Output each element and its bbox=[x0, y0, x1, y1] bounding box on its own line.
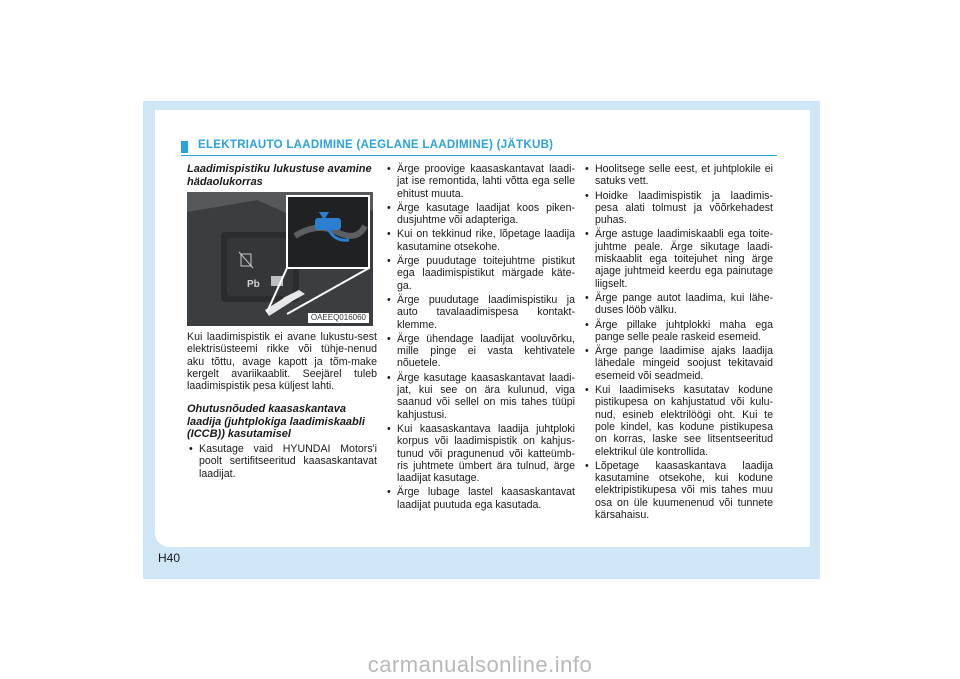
list-item: • Ärge kasutage kaasaskantavat laadi-jat, kui see on ära kulunud, viga saanud või sellel on mis tahes tüüpi kahjustusi. bbox=[385, 372, 575, 421]
engine-bay-photo bbox=[187, 192, 373, 326]
page-number: H40 bbox=[158, 551, 181, 565]
list-item: • Ärge puudutage laadimispistiku ja auto tavalaadimispesa kontakt-klemme. bbox=[385, 294, 575, 331]
list-item: • Ärge lubage lastel kaasaskantavat laadijat puutuda ega kasutada. bbox=[385, 486, 575, 511]
column-2 bbox=[385, 163, 575, 513]
list-item: • Kui kaasaskantava laadija juhtploki korpus või laadimispistik on kahjus-tunud või pragunenud või katteümb-ris juhtmete ümbert ära tulnud, ärge laadijat kasutage. bbox=[385, 423, 575, 484]
list-item: • Kui laadimiseks kasutatav kodune pistikupesa on kahjustatud või kulu-nud, esineb elektrilöögi oht. Kui te pole kindel, kas kodune pistikupesa on korras, laske see litsentseeritud elektrikul üle kontrollida. bbox=[583, 384, 773, 458]
bullet-list-col3 bbox=[583, 163, 773, 521]
watermark: carmanualsonline.info bbox=[367, 652, 593, 677]
engine-bay-illustration bbox=[187, 192, 373, 326]
battery-label: Pb bbox=[247, 279, 260, 290]
list-item: • Ärge pange autot laadima, kui lähe-duses lööb välku. bbox=[583, 292, 773, 317]
list-item: • Ärge pillake juhtplokki maha ega pange selle peale raskeid esemeid. bbox=[583, 319, 773, 344]
list-item: • Hoolitsege selle eest, et juhtplokile ei satuks vett. bbox=[583, 163, 773, 188]
list-item: • Kasutage vaid HYUNDAI Motors'i poolt sertifitseeritud kaasaskantavat laadijat. bbox=[187, 443, 377, 480]
heading-emergency-release: Laadimispistiku lukustuse avamine hädaolukorras bbox=[187, 163, 372, 188]
list-item: • Kui on tekkinud rike, lõpetage laadija kasutamine otsekohe. bbox=[385, 228, 575, 253]
list-item: • Ärge proovige kaasaskantavat laadi-jat ise remontida, lahti võtta ega selle ehitust muuta. bbox=[385, 163, 575, 200]
section-marker bbox=[181, 141, 188, 153]
list-item: • Ärge puudutage toitejuhtme pistikut ega laadimispistikut märgade käte-ga. bbox=[385, 255, 575, 292]
list-item: • Ärge ühendage laadijat vooluvõrku, mille pinge ei vasta kehtivatele nõuetele. bbox=[385, 333, 575, 370]
list-item: • Ärge pange laadimise ajaks laadija lähedale mingeid soojust tekitavaid esemeid või seadmeid. bbox=[583, 345, 773, 382]
image-caption: OAEEQ016060 bbox=[308, 313, 369, 323]
section-rule bbox=[181, 155, 777, 156]
list-item: • Ärge kasutage laadijat koos piken-dusjuhtme või adapteriga. bbox=[385, 202, 575, 227]
bullet-list-col1 bbox=[187, 443, 377, 480]
section-title: ELEKTRIAUTO LAADIMINE (AEGLANE LAADIMINE) (JÄTKUB) bbox=[198, 139, 554, 151]
bullet-list-col2 bbox=[385, 163, 575, 511]
column-3 bbox=[583, 163, 773, 523]
column-1 bbox=[187, 163, 377, 482]
list-item: • Hoidke laadimispistik ja laadimis-pesa alati tolmust ja võõrkehadest puhas. bbox=[583, 190, 773, 227]
list-item: • Lõpetage kaasaskantava laadija kasutamine otsekohe, kui kodune elektripistikupesa või mis tahes muu osa on üle kuumenenud või tunnete kärsahaisu. bbox=[583, 460, 773, 521]
heading-iccb-safety: Ohutusnõuded kaasaskantava laadija (juhtplokiga laadimiskaabli (ICCB)) kasutamisel bbox=[187, 403, 365, 441]
list-item: • Ärge astuge laadimiskaabli ega toite-juhtme peale. Ärge sikutage laadi-miskaablit ega toitejuhet ning ärge ajage juhtmeid keerdu ega painutage liigselt. bbox=[583, 228, 773, 289]
paragraph-emergency-release: Kui laadimispistik ei avane lukustu-sest elektrisüsteemi rikke või tühje-nenud aku tõttu, avage kapott ja tõm-make kergelt avariikaablit. Seejärel tuleb laadimispistik pesa küljest lahti. bbox=[187, 331, 377, 393]
